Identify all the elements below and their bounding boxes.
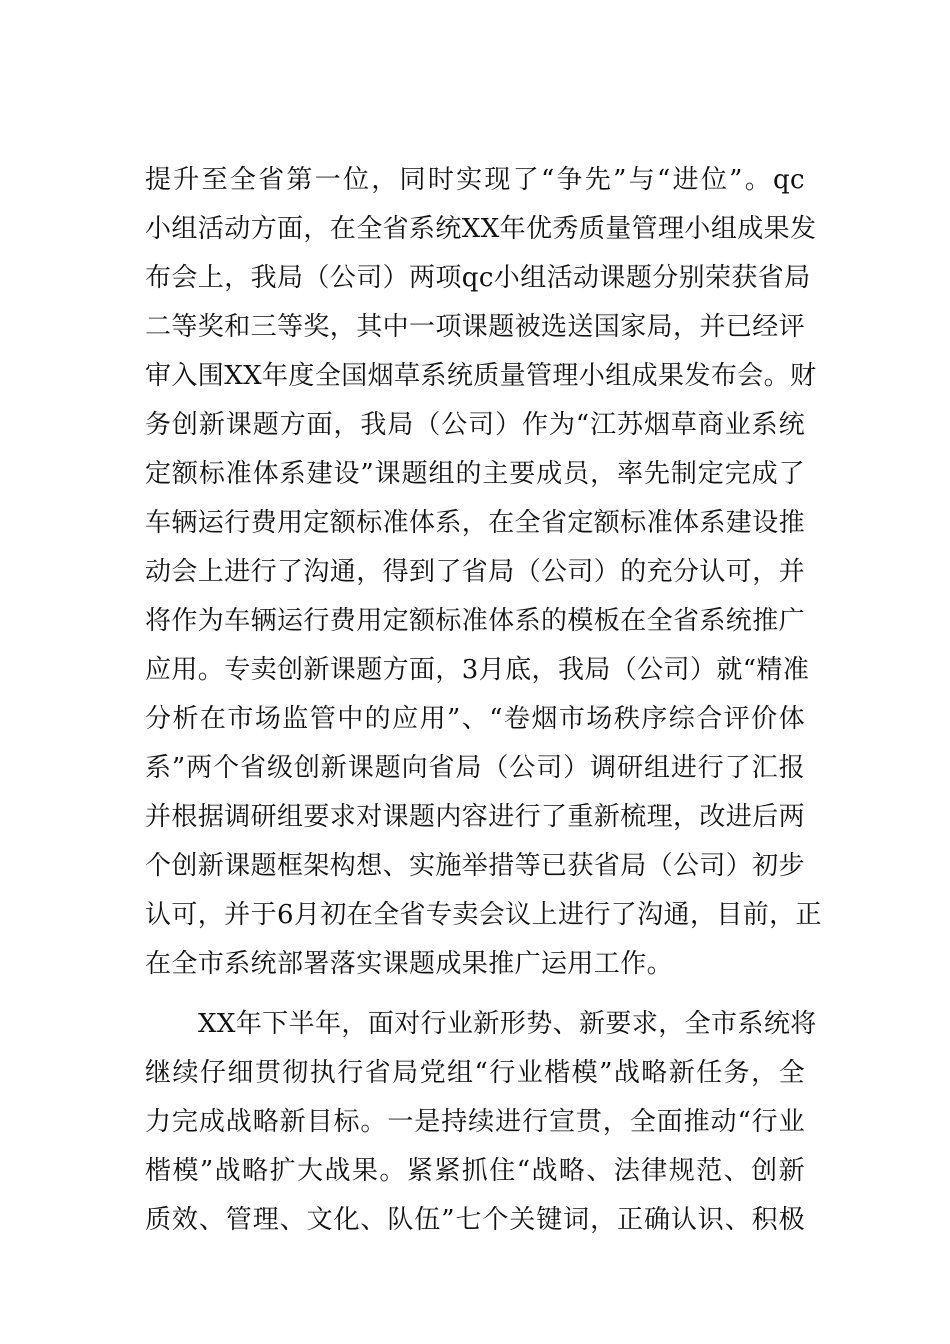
text-line-4: 二等奖和三等奖，其中一项课题被选送国家局，并已经评 <box>145 312 806 342</box>
text-line-5: 审入围XX年度全国烟草系统质量管理小组成果发布会。财 <box>145 361 817 391</box>
text-line-21: 楷模”战略扩大战果。紧紧抓住“战略、法律规范、创新 <box>145 1156 805 1186</box>
text-line-3: 布会上，我局（公司）两项qc小组活动课题分别荣获省局 <box>145 263 811 293</box>
text-line-17: 在全市系统部署落实课题成果推广运用工作。 <box>145 949 674 979</box>
text-line-2: 小组活动方面，在全省系统XX年优秀质量管理小组成果发 <box>145 214 817 244</box>
text-line-15: 个创新课题框架构想、实施举措等已获省局（公司）初步 <box>145 851 806 881</box>
text-line-11: 应用。专卖创新课题方面，3月底，我局（公司）就“精准 <box>145 655 810 685</box>
text-line-6: 务创新课题方面，我局（公司）作为“江苏烟草商业系统 <box>145 410 805 440</box>
text-line-1: 提升至全省第一位，同时实现了“争先”与“进位”。qc <box>145 165 805 195</box>
text-line-22: 质效、管理、文化、队伍”七个关键词，正确认识、积极 <box>145 1205 805 1235</box>
text-line-18: XX年下半年，面对行业新形势、新要求，全市系统将 <box>198 1009 817 1039</box>
text-line-19: 继续仔细贯彻执行省局党组“行业楷模”战略新任务，全 <box>145 1058 805 1088</box>
text-line-16: 认可，并于6月初在全省专卖会议上进行了沟通，目前，正 <box>145 900 822 930</box>
text-line-10: 将作为车辆运行费用定额标准体系的模板在全省系统推广 <box>145 606 806 636</box>
text-line-13: 系”两个省级创新课题向省局（公司）调研组进行了汇报 <box>145 753 805 783</box>
text-line-20: 力完成战略新目标。一是持续进行宣贯，全面推动“行业 <box>145 1107 805 1137</box>
text-line-12: 分析在市场监管中的应用”、“卷烟市场秩序综合评价体 <box>145 704 805 734</box>
text-line-14: 并根据调研组要求对课题内容进行了重新梳理，改进后两 <box>145 802 806 832</box>
text-line-8: 车辆运行费用定额标准体系，在全省定额标准体系建设推 <box>145 508 806 538</box>
text-line-7: 定额标准体系建设”课题组的主要成员，率先制定完成了 <box>145 459 805 489</box>
text-line-9: 动会上进行了沟通，得到了省局（公司）的充分认可，并 <box>145 557 806 587</box>
